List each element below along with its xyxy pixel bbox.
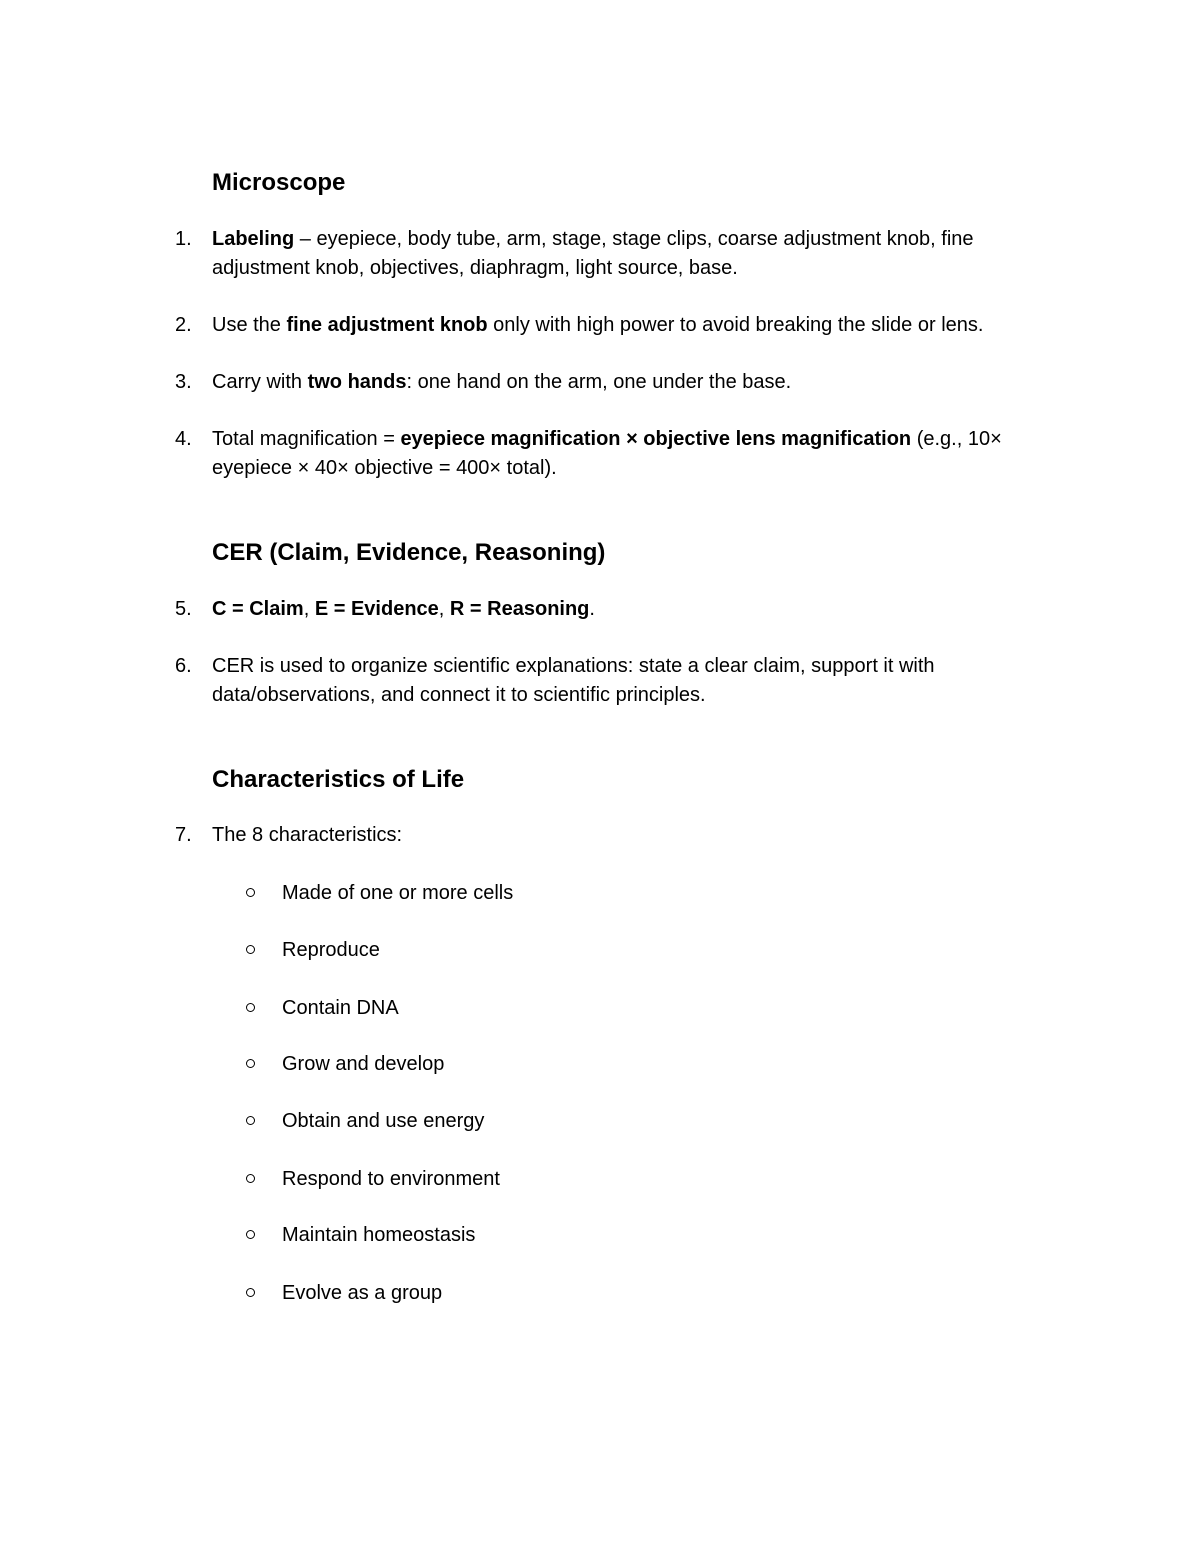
section-heading-cer: CER (Claim, Evidence, Reasoning): [212, 539, 606, 566]
bullet-item: [246, 1165, 500, 1194]
bullet-text: Respond to environment: [282, 1168, 500, 1190]
bullet-text: Grow and develop: [282, 1053, 445, 1075]
item-body: The 8 characteristics:: [212, 824, 403, 846]
hollow-circle-bullet-icon: [246, 1288, 255, 1297]
bullet-item: [246, 1107, 484, 1136]
item-text-post: only with high power to avoid breaking the slide or lens.: [487, 314, 984, 336]
item-body: [212, 595, 1062, 624]
item-bold-term: two hands: [307, 371, 407, 393]
item-bold-reasoning: R = Reasoning: [449, 598, 590, 620]
item-text-post: (e.g., 10× eyepiece × 40× objective = 400× total).: [212, 428, 1002, 479]
item-number: 6.: [175, 655, 192, 677]
list-item-4: [175, 425, 1075, 483]
list-item-7: [175, 821, 1075, 850]
section-heading-life: Characteristics of Life: [212, 766, 465, 793]
list-item-2: [175, 311, 1075, 340]
item-separator: ,: [303, 598, 315, 620]
item-bold-term: fine adjustment knob: [286, 314, 488, 336]
item-bold-term: Labeling: [212, 228, 295, 250]
list-item-6: [175, 652, 1075, 710]
section-heading-microscope: Microscope: [212, 169, 346, 196]
item-number: 1.: [175, 228, 192, 250]
item-text-pre: Use the: [212, 314, 287, 336]
bullet-item: [246, 1050, 444, 1079]
item-text-pre: Carry with: [212, 371, 308, 393]
bullet-item: [246, 879, 513, 908]
hollow-circle-bullet-icon: [246, 1116, 255, 1125]
item-number: 4.: [175, 428, 192, 450]
list-item-3: [175, 368, 1075, 397]
hollow-circle-bullet-icon: [246, 888, 255, 897]
item-text-post: : one hand on the arm, one under the base.: [406, 371, 792, 393]
item-body: [212, 311, 1062, 340]
list-item-1: [175, 225, 1075, 283]
bullet-text: Reproduce: [282, 939, 380, 961]
item-text: – eyepiece, body tube, arm, stage, stage clips, coarse adjustment knob, fine adjustment knob, objectives, diaphragm, light source, base.: [212, 228, 974, 279]
item-number: 7.: [175, 824, 192, 846]
item-separator: ,: [438, 598, 450, 620]
bullet-text: Made of one or more cells: [282, 882, 514, 904]
item-bold-claim: C = Claim: [212, 598, 304, 620]
item-text-pre: Total magnification =: [212, 428, 401, 450]
item-bold-term: eyepiece magnification × objective lens magnification: [400, 428, 912, 450]
item-number: 5.: [175, 598, 192, 620]
hollow-circle-bullet-icon: [246, 1003, 255, 1012]
bullet-text: Obtain and use energy: [282, 1110, 485, 1132]
item-bold-evidence: E = Evidence: [314, 598, 439, 620]
hollow-circle-bullet-icon: [246, 1059, 255, 1068]
hollow-circle-bullet-icon: [246, 945, 255, 954]
item-body: [212, 425, 1062, 483]
bullet-text: Contain DNA: [282, 997, 399, 1019]
item-end: .: [589, 598, 595, 620]
item-number: 3.: [175, 371, 192, 393]
bullet-item: [246, 1279, 442, 1308]
item-body: CER is used to organize scientific explanations: state a clear claim, support it with data/observations, and connect it to scientific principles.: [212, 655, 935, 706]
bullet-text: Maintain homeostasis: [282, 1224, 476, 1246]
hollow-circle-bullet-icon: [246, 1174, 255, 1183]
item-body: [212, 368, 1062, 397]
bullet-item: [246, 936, 380, 965]
hollow-circle-bullet-icon: [246, 1230, 255, 1239]
bullet-text: Evolve as a group: [282, 1282, 443, 1304]
list-item-5: [175, 595, 1075, 624]
bullet-item: [246, 994, 399, 1023]
item-number: 2.: [175, 314, 192, 336]
item-body: [212, 225, 1062, 283]
bullet-item: [246, 1221, 475, 1250]
